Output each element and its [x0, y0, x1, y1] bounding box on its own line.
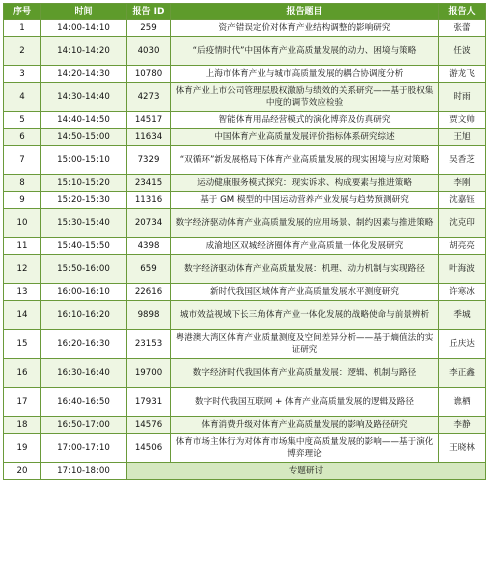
cell-speaker: 贾文帅 [439, 112, 486, 129]
cell-speaker: 吴香芝 [439, 146, 486, 175]
cell-session-label: 专题研讨 [127, 463, 486, 480]
cell-no: 7 [4, 146, 41, 175]
cell-title: 数字时代我国互联网 + 体育产业高质量发展的逻辑及路径 [171, 388, 439, 417]
cell-time: 16:00-16:10 [41, 284, 127, 301]
cell-report-id: 20734 [127, 209, 171, 238]
header-report-id: 报告 ID [127, 4, 171, 20]
table-row [4, 83, 486, 112]
cell-no: 13 [4, 284, 41, 301]
table-row [4, 417, 486, 434]
cell-report-id: 259 [127, 20, 171, 37]
cell-no: 3 [4, 66, 41, 83]
cell-speaker: 时雨 [439, 83, 486, 112]
cell-time: 14:10-14:20 [41, 37, 127, 66]
table-row [4, 238, 486, 255]
cell-no: 18 [4, 417, 41, 434]
cell-report-id: 11316 [127, 192, 171, 209]
table-row [4, 66, 486, 83]
header-no: 序号 [4, 4, 41, 20]
cell-title: 体育产业上市公司管理层股权激励与绩效的关系研究——基于股权集中度的调节效应检验 [171, 83, 439, 112]
cell-no: 9 [4, 192, 41, 209]
schedule-table [3, 3, 486, 480]
table-row [4, 330, 486, 359]
table-row [4, 37, 486, 66]
cell-time: 17:00-17:10 [41, 434, 127, 463]
cell-report-id: 22616 [127, 284, 171, 301]
cell-time: 16:30-16:40 [41, 359, 127, 388]
cell-title: 体育市场主体行为对体育市场集中度高质量发展的影响——基于演化博弈理论 [171, 434, 439, 463]
cell-report-id: 23153 [127, 330, 171, 359]
table-row [4, 192, 486, 209]
cell-time: 14:20-14:30 [41, 66, 127, 83]
cell-no: 14 [4, 301, 41, 330]
table-row [4, 359, 486, 388]
cell-time: 17:10-18:00 [41, 463, 127, 480]
cell-time: 14:00-14:10 [41, 20, 127, 37]
cell-time: 15:40-15:50 [41, 238, 127, 255]
cell-speaker: 胡亮亮 [439, 238, 486, 255]
cell-no: 15 [4, 330, 41, 359]
table-row [4, 209, 486, 238]
cell-no: 5 [4, 112, 41, 129]
cell-title: “后疫情时代”中国体育产业高质量发展的动力、困境与策略 [171, 37, 439, 66]
table-row [4, 112, 486, 129]
cell-time: 15:30-15:40 [41, 209, 127, 238]
cell-title: 上海市体育产业与城市高质量发展的耦合协调度分析 [171, 66, 439, 83]
cell-report-id: 4030 [127, 37, 171, 66]
table-row [4, 146, 486, 175]
cell-report-id: 17931 [127, 388, 171, 417]
cell-speaker: 王晓林 [439, 434, 486, 463]
cell-time: 15:00-15:10 [41, 146, 127, 175]
cell-report-id: 19700 [127, 359, 171, 388]
cell-report-id: 659 [127, 255, 171, 284]
header-time: 时间 [41, 4, 127, 20]
cell-report-id: 14576 [127, 417, 171, 434]
cell-report-id: 9898 [127, 301, 171, 330]
cell-no: 6 [4, 129, 41, 146]
cell-speaker: 张蕾 [439, 20, 486, 37]
cell-no: 19 [4, 434, 41, 463]
cell-speaker: 丘庆达 [439, 330, 486, 359]
table-row [4, 255, 486, 284]
table-row [4, 20, 486, 37]
cell-report-id: 23415 [127, 175, 171, 192]
cell-speaker: 李静 [439, 417, 486, 434]
cell-title: 资产错误定价对体育产业结构调整的影响研究 [171, 20, 439, 37]
cell-report-id: 7329 [127, 146, 171, 175]
cell-title: 智能体育用品经营模式的演化博弈及仿真研究 [171, 112, 439, 129]
cell-report-id: 11634 [127, 129, 171, 146]
cell-time: 15:20-15:30 [41, 192, 127, 209]
cell-time: 16:40-16:50 [41, 388, 127, 417]
cell-title: 新时代我国区域体育产业高质量发展水平测度研究 [171, 284, 439, 301]
cell-speaker: 沈克印 [439, 209, 486, 238]
cell-no: 16 [4, 359, 41, 388]
cell-title: “双循环”新发展格局下体育产业高质量发展的现实困境与应对策略 [171, 146, 439, 175]
cell-speaker: 李刚 [439, 175, 486, 192]
cell-time: 15:10-15:20 [41, 175, 127, 192]
cell-title: 数字经济驱动体育产业高质量发展：机理、动力机制与实现路径 [171, 255, 439, 284]
cell-report-id: 14506 [127, 434, 171, 463]
cell-no: 8 [4, 175, 41, 192]
cell-title: 运动健康服务模式探究：现实诉求、构成要素与推进策略 [171, 175, 439, 192]
cell-title: 成渝地区双城经济圈体育产业高质量一体化发展研究 [171, 238, 439, 255]
table-row [4, 284, 486, 301]
table-body [4, 20, 486, 480]
cell-title: 粤港澳大湾区体育产业质量测度及空间差异分析——基于熵值法的实证研究 [171, 330, 439, 359]
cell-title: 基于 GM 模型的中国运动营养产业发展与趋势预测研究 [171, 192, 439, 209]
cell-time: 15:50-16:00 [41, 255, 127, 284]
table-row [4, 434, 486, 463]
cell-no: 4 [4, 83, 41, 112]
cell-no: 12 [4, 255, 41, 284]
cell-title: 数字经济时代我国体育产业高质量发展：逻辑、机制与路径 [171, 359, 439, 388]
cell-no: 17 [4, 388, 41, 417]
cell-time: 16:50-17:00 [41, 417, 127, 434]
cell-speaker: 谯栖 [439, 388, 486, 417]
cell-title: 城市效益视域下长三角体育产业一体化发展的战略使命与前景辨析 [171, 301, 439, 330]
cell-time: 16:10-16:20 [41, 301, 127, 330]
cell-report-id: 14517 [127, 112, 171, 129]
cell-time: 14:40-14:50 [41, 112, 127, 129]
cell-no: 10 [4, 209, 41, 238]
cell-time: 14:50-15:00 [41, 129, 127, 146]
table-row [4, 301, 486, 330]
cell-no: 11 [4, 238, 41, 255]
header-speaker: 报告人 [439, 4, 486, 20]
cell-speaker: 沈嘉钰 [439, 192, 486, 209]
cell-no: 20 [4, 463, 41, 480]
header-title: 报告题目 [171, 4, 439, 20]
cell-no: 2 [4, 37, 41, 66]
cell-speaker: 王旭 [439, 129, 486, 146]
cell-title: 中国体育产业高质量发展评价指标体系研究综述 [171, 129, 439, 146]
cell-speaker: 任波 [439, 37, 486, 66]
table-header-row [4, 4, 486, 20]
cell-report-id: 4273 [127, 83, 171, 112]
cell-time: 14:30-14:40 [41, 83, 127, 112]
cell-title: 数字经济驱动体育产业高质量发展的应用场景、制约因素与推进策略 [171, 209, 439, 238]
cell-speaker: 许寒冰 [439, 284, 486, 301]
cell-speaker: 李正鑫 [439, 359, 486, 388]
cell-title: 体育消费升级对体育产业高质量发展的影响及路径研究 [171, 417, 439, 434]
cell-time: 16:20-16:30 [41, 330, 127, 359]
cell-no: 1 [4, 20, 41, 37]
table-row [4, 388, 486, 417]
table-row [4, 129, 486, 146]
table-row [4, 175, 486, 192]
cell-report-id: 10780 [127, 66, 171, 83]
cell-speaker: 叶海波 [439, 255, 486, 284]
cell-report-id: 4398 [127, 238, 171, 255]
cell-speaker: 游龙飞 [439, 66, 486, 83]
cell-speaker: 季城 [439, 301, 486, 330]
table-row-final [4, 463, 486, 480]
